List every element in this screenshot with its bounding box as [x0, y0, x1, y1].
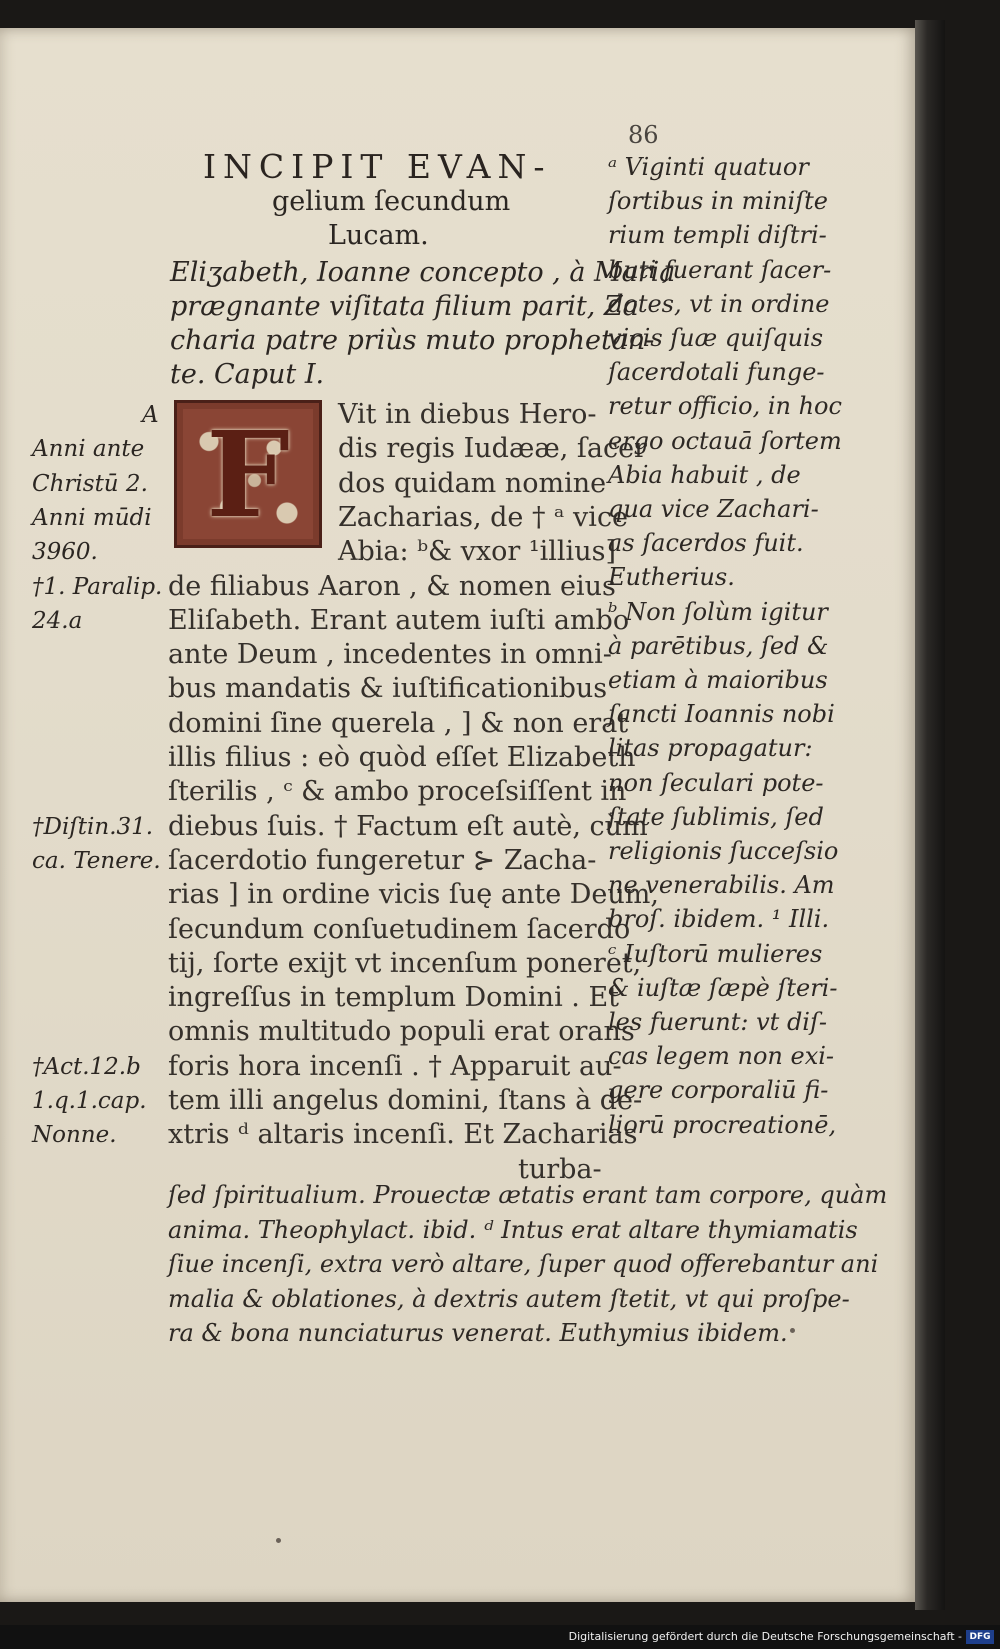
chapter-subheading-line2: Lucam. — [328, 220, 429, 251]
dfg-logo: DFG — [966, 1630, 994, 1644]
right-note-line: dotes, vt in ordine — [608, 289, 830, 318]
margin-note: Nonne. — [32, 1122, 117, 1149]
decorated-initial — [174, 400, 322, 548]
funding-banner — [0, 1625, 1000, 1649]
main-text-line: Abia: ᵇ& vxor ¹illius] — [338, 536, 616, 568]
margin-note: 1.q.1.cap. — [32, 1088, 147, 1114]
main-text-line: bus mandatis & iuſtificationibus — [168, 673, 608, 705]
right-note-line: à parētibus, ſed & — [608, 631, 829, 660]
right-note-line: gere corporaliū fi- — [608, 1076, 829, 1105]
right-note-line: broſ. ibidem. ¹ Illi. — [608, 905, 830, 934]
right-note-line: cas legem non exi- — [608, 1042, 835, 1071]
summary-line: te. Caput I. — [170, 359, 325, 390]
main-text-line: omnis multitudo populi erat orans — [168, 1016, 635, 1048]
funding-notice: Digitalisierung gefördert durch die Deutsche Forschungsgemeinschaft - — [568, 1630, 962, 1643]
right-note-line: les fuerunt: vt diſ- — [608, 1008, 827, 1036]
margin-note: †Diſtin.31. — [32, 813, 154, 840]
summary-line: charia patre priùs muto prophetan- — [170, 325, 655, 356]
ink-speck — [276, 1538, 281, 1543]
main-text-line: illis filius : eò quòd eſſet Elizabeth — [168, 742, 636, 773]
main-text-line: domini ſine querela , ] & non erat — [168, 707, 629, 739]
initial-letter: F — [206, 404, 290, 544]
right-note-line: vicis ſuæ quiſquis — [608, 324, 824, 352]
page-number: 86 — [628, 121, 659, 149]
margin-note: †1. Paralip. — [32, 573, 163, 600]
right-note-line: Abia habuit , de — [608, 460, 801, 489]
right-note-line: ſortibus in miniſte — [608, 187, 828, 216]
main-text-line: ſacerdotio fungeretur ⊱ Zacha- — [168, 844, 597, 876]
right-note-line: buti fuerant ſacer- — [608, 255, 832, 284]
right-note-line: liorū procreationē, — [608, 1110, 837, 1139]
margin-note: Anni ante — [32, 436, 145, 463]
right-note-line: religionis ſucceſsio — [608, 837, 839, 865]
right-note-line: retur officio, in hoc — [608, 392, 842, 421]
main-text-line: turba- — [518, 1153, 602, 1185]
margin-note: ca. Tenere. — [32, 847, 161, 874]
summary-line: prægnante viſitata filium parit, Za — [170, 291, 639, 322]
margin-note: 24.a — [32, 607, 83, 634]
right-note-line: non ſeculari pote- — [608, 768, 824, 797]
chapter-subheading-line1: gelium ſecundum — [272, 186, 511, 217]
main-text-line: de filiabus Aaron , & nomen eius — [168, 570, 616, 602]
main-text-line: diebus ſuis. † Factum eſt autè, cùm — [168, 810, 648, 842]
main-text-line: Vit in diebus Hero- — [338, 399, 597, 430]
main-text-line: foris hora incenſi . † Apparuit au- — [168, 1050, 622, 1082]
margin-note: 3960. — [32, 539, 98, 566]
right-note-line: rium templi diſtri- — [608, 221, 827, 250]
chapter-heading: INCIPIT EVAN- — [203, 147, 552, 186]
right-note-line: etiam à maioribus — [608, 666, 828, 694]
main-text-line: dos quidam nomine — [338, 467, 607, 499]
main-text-line: Eliſabeth. Erant autem iuſti ambo — [168, 604, 630, 636]
footnote-line: ſed ſpiritualium. Prouectæ ætatis erant tam corpore, quàm — [168, 1181, 888, 1209]
margin-note: Anni mūdi — [32, 504, 152, 531]
main-text-line: tem illi angelus domini, ſtans à de- — [168, 1085, 643, 1116]
footnote-line: ra & bona nunciaturus venerat. Euthymius ibidem. — [168, 1319, 788, 1347]
right-note-line: litas propagatur: — [608, 734, 813, 763]
right-note-line: ᵃ Viginti quatuor — [608, 153, 809, 181]
right-note-line: ᶜ Iuſtorū mulieres — [608, 939, 823, 968]
ink-speck — [790, 1328, 795, 1333]
right-note-line: ne venerabilis. Am — [608, 871, 835, 900]
right-note-line: Eutherius. — [608, 563, 735, 592]
main-text-line: ante Deum , incedentes in omni- — [168, 639, 612, 671]
right-note-line: qua vice Zachari- — [608, 495, 819, 523]
main-text-line: ingreſſus in templum Domini . Et — [168, 982, 620, 1014]
right-note-line: ᵇ Non ſolùm igitur — [608, 597, 828, 626]
margin-note: A — [142, 402, 159, 428]
main-text-line: ſterilis , ᶜ & ambo proceſsiſſent in — [168, 776, 627, 808]
main-text-line: Zacharias, de † ᵃ vice — [338, 501, 629, 533]
margin-note: †Act.12.b — [32, 1053, 141, 1080]
main-text-line: xtris ᵈ altaris incenſi. Et Zacharias — [168, 1119, 638, 1151]
right-note-line: ſacerdotali funge- — [608, 358, 825, 387]
main-text-line: dis regis Iudææ, ſacer — [338, 433, 647, 465]
right-note-line: ſtate ſublimis, ſed — [608, 802, 824, 831]
right-note-line: ſancti Ioannis nobi — [608, 700, 835, 729]
summary-line: Eliʒabeth, Ioanne concepto , à Maria — [170, 257, 676, 288]
main-text-line: tij, ſorte exijt vt incenſum poneret, — [168, 947, 642, 979]
footnote-line: malia & oblationes, à dextris autem ſtetit, vt qui proſpe- — [168, 1284, 850, 1313]
page-fold-shadow — [915, 20, 945, 1610]
right-note-line: ergo octauā ſortem — [608, 426, 842, 455]
right-note-line: & iuſtæ ſæpè ſteri- — [608, 973, 838, 1002]
main-text-line: ſecundum conſuetudinem ſacerdo — [168, 913, 631, 945]
footnote-line: ſiue incenſi, extra verò altare, ſuper quod offerebantur ani — [168, 1250, 879, 1278]
main-text-line: rias ] in ordine vicis ſuę ante Deum, — [168, 879, 659, 911]
right-note-line: as ſacerdos fuit. — [608, 529, 804, 558]
margin-note: Christū 2. — [32, 470, 148, 497]
footnote-line: anima. Theophylact. ibid. ᵈ Intus erat altare thymiamatis — [168, 1215, 858, 1244]
chapter-summary — [170, 256, 676, 392]
